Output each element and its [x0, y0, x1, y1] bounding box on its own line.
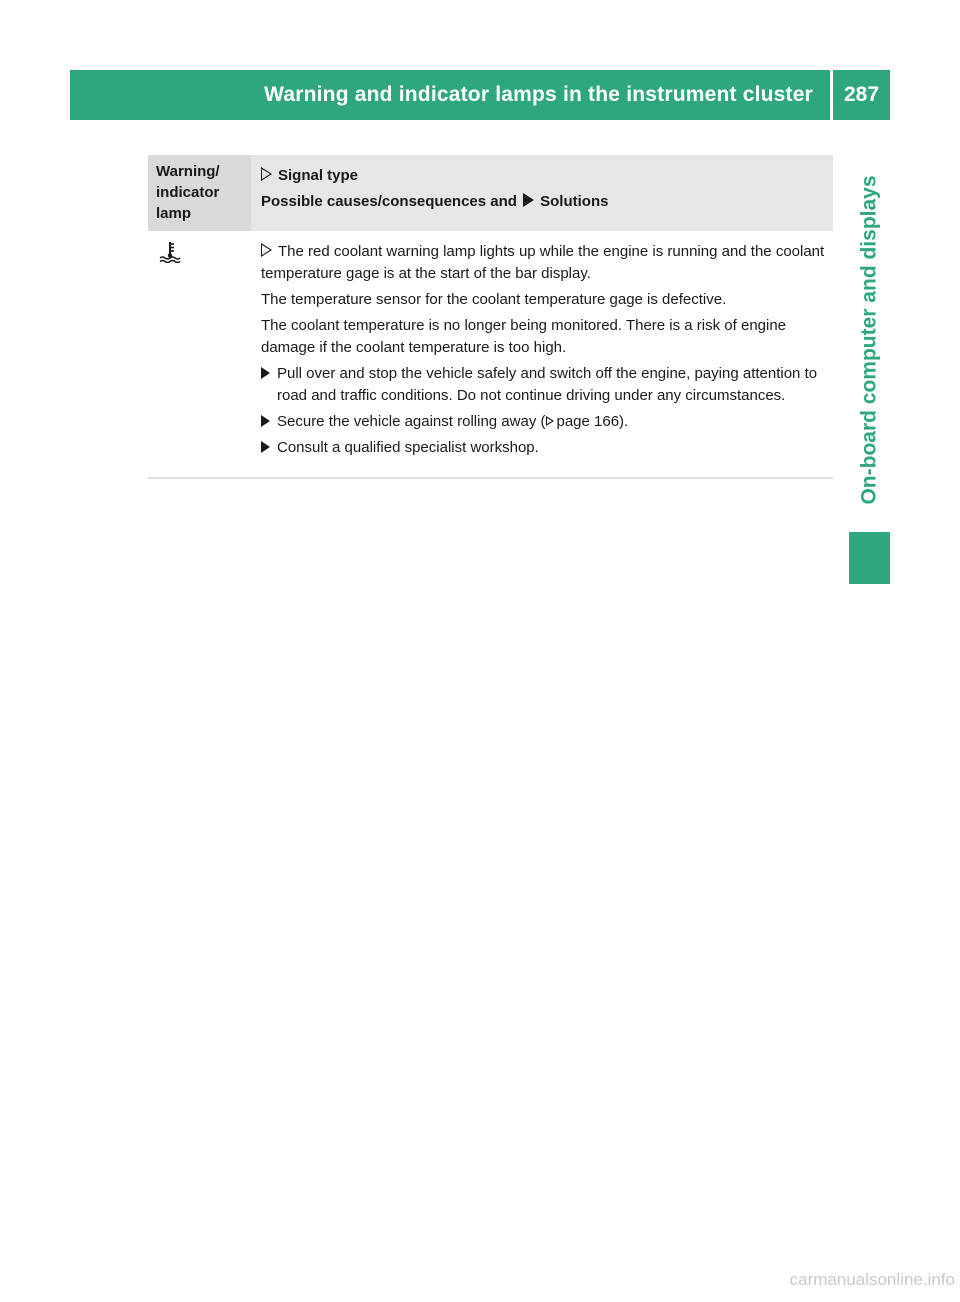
page-reference-link[interactable]: page 166). [556, 413, 629, 430]
table-row [148, 231, 833, 479]
signal-text: The red coolant warning lamp lights up while the engine is running and the coolant temperature gage is at the start of the bar display. [261, 243, 825, 282]
signal-type-label: Signal type [278, 167, 359, 184]
step-text-with-ref [277, 411, 628, 433]
step-text: Consult a qualified specialist workshop. [277, 439, 539, 456]
watermark: carmanualsonline.info [789, 1270, 955, 1289]
solution-step [261, 437, 833, 459]
solution-step [261, 411, 833, 433]
step-text: Secure the vehicle against rolling away ( [277, 413, 546, 430]
side-tab-title: On-board computer and displays [857, 175, 880, 505]
col-header-signal [251, 155, 833, 231]
signal-description [261, 241, 833, 285]
solution-triangle-icon [523, 193, 534, 207]
table-header [148, 155, 833, 231]
cause-text: The temperature sensor for the coolant temperature gage is defective. [261, 291, 727, 308]
description-cell [251, 241, 833, 463]
page-header [70, 70, 890, 120]
consequence-text: The coolant temperature is no longer being monitored. There is a risk of engine damage if the coolant temperature is too high. [261, 317, 787, 356]
header-title: Warning and indicator lamps in the instrument cluster [264, 83, 813, 106]
step-arrow-icon [261, 415, 270, 427]
step-arrow-icon [261, 367, 270, 379]
side-tab-marker [849, 532, 890, 584]
coolant-temperature-icon [158, 241, 182, 263]
signal-triangle-icon [261, 167, 272, 181]
col-header-lamp: Warning/ indicator lamp [148, 155, 251, 231]
signal-type-heading [261, 163, 833, 189]
causes-label: Possible causes/consequences and [261, 193, 517, 210]
lamp-cell [148, 241, 251, 463]
solution-step [261, 363, 833, 407]
causes-solutions-heading [261, 189, 833, 215]
solutions-label: Solutions [540, 193, 609, 210]
warning-lamp-table [148, 155, 833, 479]
page-number: 287 [843, 83, 880, 106]
signal-triangle-icon [261, 243, 272, 257]
page-reference-icon [546, 416, 554, 426]
step-text: Pull over and stop the vehicle safely and switch off the engine, paying attention to road and traffic conditions. Do not continue driving under any circumstances. [277, 365, 818, 404]
step-arrow-icon [261, 441, 270, 453]
